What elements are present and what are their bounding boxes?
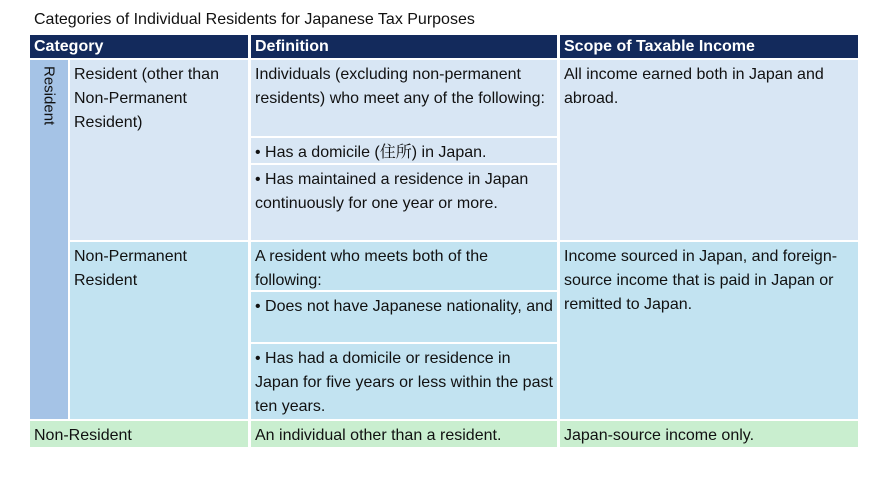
nonperm-definition-intro: A resident who meets both of the following:: [251, 242, 557, 290]
nonperm-scope-cell: Income sourced in Japan, and foreign-source income that is paid in Japan or remitted to Japan.: [560, 242, 858, 419]
nonperm-definition-item: • Has had a domicile or residence in Japan for five years or less within the past ten years.: [251, 344, 557, 419]
resident-scope-cell: All income earned both in Japan and abroad.: [560, 60, 858, 240]
nonresident-scope-cell: Japan-source income only.: [560, 421, 858, 447]
header-scope: Scope of Taxable Income: [560, 35, 858, 58]
resident-category-cell: Resident (other than Non-Permanent Resident): [70, 60, 248, 240]
resident-group-label-text: Resident: [40, 66, 58, 126]
resident-definition-intro: Individuals (excluding non-permanent residents) who meet any of the following:: [251, 60, 557, 136]
resident-definition-item: • Has maintained a residence in Japan continuously for one year or more.: [251, 165, 557, 240]
resident-group-label: [30, 60, 68, 419]
nonresident-definition-cell: An individual other than a resident.: [251, 421, 557, 447]
table-title: Categories of Individual Residents for Japanese Tax Purposes: [34, 11, 475, 28]
header-category: Category: [30, 35, 248, 58]
nonperm-definition-item: • Does not have Japanese nationality, and: [251, 292, 557, 342]
header-definition: Definition: [251, 35, 557, 58]
nonresident-category-cell: Non-Resident: [30, 421, 248, 447]
resident-definition-item: • Has a domicile (住所) in Japan.: [251, 138, 557, 163]
nonperm-category-cell: Non-Permanent Resident: [70, 242, 248, 419]
